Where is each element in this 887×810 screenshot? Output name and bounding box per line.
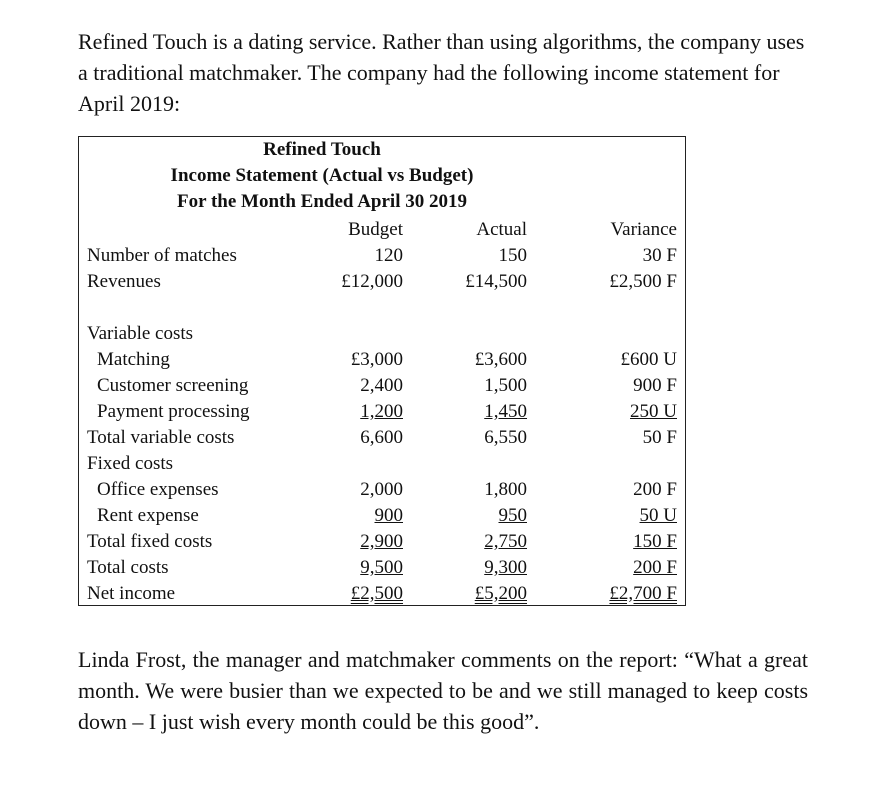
actual-value: £14,500 (465, 271, 527, 292)
actual-value: 6,550 (484, 427, 527, 448)
col-actual: Actual (476, 219, 527, 240)
actual-value: 150 (498, 245, 527, 266)
budget-value: £3,000 (350, 349, 403, 370)
actual-value: 2,750 (484, 531, 527, 552)
budget-value: 6,600 (360, 427, 403, 448)
col-budget: Budget (348, 219, 403, 240)
income-statement-table (78, 136, 686, 606)
variance-value: 150 F (633, 531, 677, 552)
variance-value: 200 F (633, 479, 677, 500)
variance-value: 900 F (633, 375, 677, 396)
row-revenues (79, 269, 685, 295)
statement-period: For the Month Ended April 30 2019 (177, 191, 467, 212)
actual-value: £5,200 (474, 583, 527, 604)
budget-value: £12,000 (341, 271, 403, 292)
row-label: Revenues (87, 271, 161, 292)
row-total-variable-costs (79, 425, 685, 451)
variance-value: 50 U (639, 505, 677, 526)
row-matches (79, 243, 685, 269)
actual-value: 1,800 (484, 479, 527, 500)
budget-value: £2,500 (350, 583, 403, 604)
row-label: Total costs (87, 557, 169, 578)
row-label: Matching (97, 349, 170, 370)
statement-company: Refined Touch (263, 139, 381, 160)
variance-value: £2,700 F (609, 583, 677, 604)
budget-value: 2,900 (360, 531, 403, 552)
row-total-costs (79, 555, 685, 581)
budget-value: 1,200 (360, 401, 403, 422)
column-headers (79, 217, 685, 243)
row-label: Number of matches (87, 245, 237, 266)
actual-value: 9,300 (484, 557, 527, 578)
variance-value: 50 F (642, 427, 677, 448)
row-payment-processing (79, 399, 685, 425)
row-customer-screening (79, 373, 685, 399)
row-label: Total variable costs (87, 427, 235, 448)
variance-value: 30 F (642, 245, 677, 266)
row-variable-costs-heading (79, 321, 685, 347)
row-label: Rent expense (97, 505, 199, 526)
variance-value: 250 U (630, 401, 677, 422)
col-variance: Variance (610, 219, 677, 240)
row-label: Net income (87, 583, 176, 604)
row-matching (79, 347, 685, 373)
row-net-income (79, 581, 685, 607)
row-label: Variable costs (87, 323, 194, 344)
row-total-fixed-costs (79, 529, 685, 555)
statement-title: Income Statement (Actual vs Budget) (170, 165, 474, 186)
row-label: Payment processing (97, 401, 250, 422)
row-label: Customer screening (97, 375, 249, 396)
comment-paragraph: Linda Frost, the manager and matchmaker comments on the report: “What a great month. We were busier than we expected to be and we still managed to keep costs down – I just wish every month could be this good”. (78, 647, 808, 734)
actual-value: £3,600 (474, 349, 527, 370)
actual-value: 950 (498, 505, 527, 526)
budget-value: 2,000 (360, 479, 403, 500)
row-label: Total fixed costs (87, 531, 213, 552)
budget-value: 2,400 (360, 375, 403, 396)
budget-value: 900 (374, 505, 403, 526)
variance-value: £2,500 F (609, 271, 677, 292)
actual-value: 1,450 (484, 401, 527, 422)
row-rent-expense (79, 503, 685, 529)
row-label: Fixed costs (87, 453, 174, 474)
intro-paragraph: Refined Touch is a dating service. Rather than using algorithms, the company uses a traditional matchmaker. The company had the following income statement for April 2019: (78, 29, 805, 116)
variance-value: 200 F (633, 557, 677, 578)
variance-value: £600 U (620, 349, 677, 370)
budget-value: 9,500 (360, 557, 403, 578)
row-fixed-costs-heading (79, 451, 685, 477)
row-label: Office expenses (97, 479, 219, 500)
row-office-expenses (79, 477, 685, 503)
actual-value: 1,500 (484, 375, 527, 396)
budget-value: 120 (374, 245, 403, 266)
